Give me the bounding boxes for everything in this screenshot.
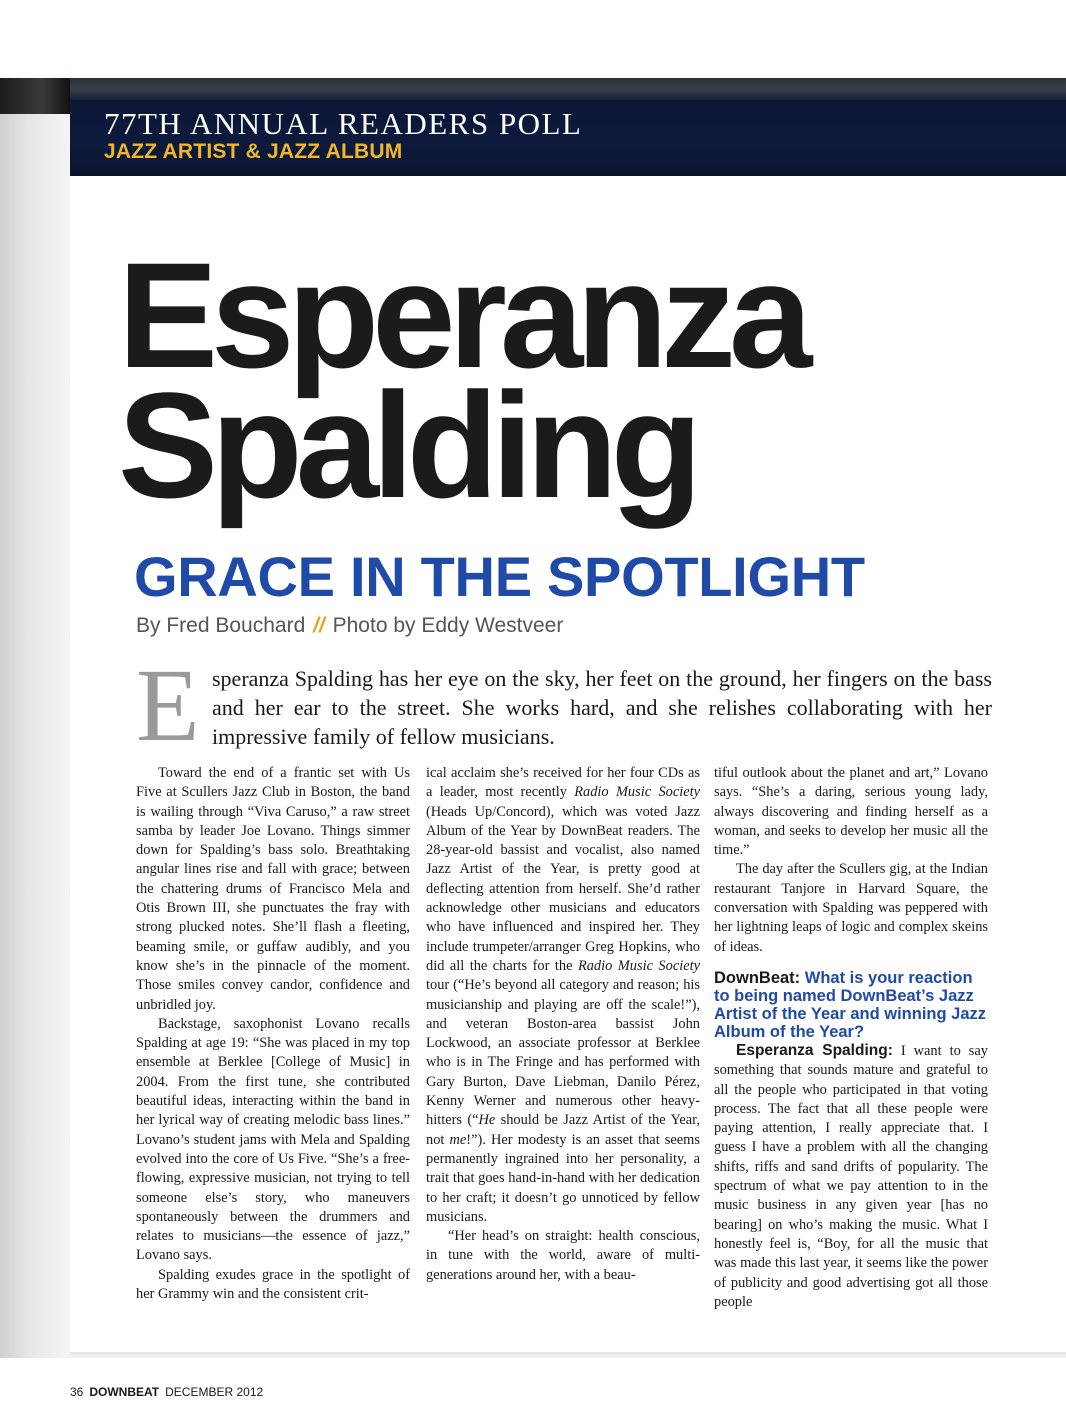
body-column-1 — [136, 764, 410, 1304]
page-number: 36 — [70, 1385, 84, 1399]
page-stack-edge-top — [0, 78, 70, 114]
page-bottom-shadow — [70, 1352, 1066, 1358]
page-stack-edge — [0, 78, 70, 1358]
section-subkicker: JAZZ ARTIST & JAZZ ALBUM — [104, 140, 403, 163]
body-paragraph: Spalding exudes grace in the spotlight of her Grammy win and the consistent crit- — [136, 1266, 410, 1303]
drop-cap: E — [136, 648, 200, 763]
byline-separator: // — [313, 614, 325, 637]
body-paragraph: The day after the Scullers gig, at the Indian restaurant Tanjore in Harvard Square, the conversation with Spalding was peppered with her lightning leaps of logic and complex skeins of ideas. — [714, 861, 988, 955]
text-run: should be Jazz Artist of the Year, not — [426, 1112, 700, 1148]
album-title: Radio Music Society — [574, 784, 700, 801]
interview-answer — [714, 1041, 988, 1312]
byline-author: By Fred Bouchard — [136, 614, 306, 637]
byline-photo-credit: Photo by Eddy Westveer — [332, 614, 564, 637]
body-column-3 — [714, 764, 988, 1312]
section-banner-top-strip — [70, 78, 1066, 100]
body-paragraph: tiful outlook about the planet and art,” Lovano says. “She’s a daring, serious young lady, always discovering and finding herself as a woman, and seeks to develop her music all the time.” — [714, 765, 988, 859]
interview-question — [714, 969, 988, 1041]
text-run: ical acclaim she’s received for her four CDs as a leader, most recently — [426, 765, 700, 801]
body-column-2 — [426, 764, 700, 1285]
emphasis: He — [478, 1112, 496, 1129]
article-deck: GRACE IN THE SPOTLIGHT — [134, 545, 865, 608]
text-run: tour (“He’s beyond all category and reason; his musicianship and playing are off the scale!”), and veteran Boston-area bassist John Lockwood, an associate professor at Berklee who is in The Fringe and has performed with Gary Burton, Dave Liebman, Danilo Pérez, Kenny Werner and numerous other heavy-hitters (“ — [426, 977, 700, 1129]
headline-line-1: Esperanza — [118, 231, 806, 399]
answer-text: I want to say something that sounds mature and grateful to all the people who participated in that voting process. The fact that all these people were paying attention, I really appreciate that. I guess I have a problem with all the changing shifts, riffs and sand drifts of popularity. The spectrum of what we pay attention to in the music business in any given year [has no bearing] on who’s making the music. What I honestly feel is, “Boy, for all the music that was made this last year, it seems like the power of publicity and good advertising got all those people — [714, 1042, 988, 1310]
answer-speaker: Esperanza Spalding: — [736, 1041, 893, 1059]
body-paragraph: Backstage, saxophonist Lovano recalls Spalding at age 19: “She was placed in my top ensemble at Berklee [College of Music] in 2004. From the first tune, she contributed beautiful ideas, interacting within the band in her lyrical way of creating melodic bass lines.” Lovano’s student jams with Mela and Spalding evolved into the core of Us Five. “She’s a free-flowing, expressive musician, not trying to tell someone else’s story, who maneuvers spontaneously between the drummers and relates to musicians—the essence of jazz,” Lovano says. — [136, 1015, 410, 1264]
body-paragraph: “Her head’s on straight: health conscious, in tune with the world, aware of multi-generations around her, with a beau- — [426, 1228, 700, 1283]
text-run: (Heads Up/Concord), which was voted Jazz Album of the Year by DownBeat readers. The 28-year-old bassist and vocalist, also named Jazz Artist of the Year, is pretty good at deflecting attention from herself. She’d rather acknowledge other musicians and educators who have influenced and inspired her. They include trumpeter/arranger Greg Hopkins, who did all the charts for the — [426, 803, 700, 974]
body-paragraph: Toward the end of a frantic set with Us Five at Scullers Jazz Club in Boston, the band is wailing through “Viva Caruso,” a raw street samba by leader Joe Lovano. Things simmer down for Spalding’s bass solo. Breathtaking angular lines rise and fall with grace; between the chattering drums of Francisco Mela and Otis Brown III, she punctuates the fray with strong plucked notes. She’ll flash a fleeting, beaming smile, or guffaw audibly, and you know she’s in the pinnacle of the moment. Those smiles convey candor, confidence and unbridled joy. — [136, 765, 410, 1013]
article-byline — [136, 614, 563, 638]
body-paragraph — [426, 764, 700, 1227]
tour-title: Radio Music Society — [577, 957, 700, 974]
page-footer — [70, 1385, 263, 1399]
headline-line-2: Spalding — [118, 361, 696, 529]
question-text: What is your reaction to being named DownBeat’s Jazz Artist of the Year and winning Jazz Album of the Year? — [714, 968, 986, 1041]
issue-date: DECEMBER 2012 — [165, 1385, 264, 1399]
article-headline — [118, 231, 806, 529]
question-speaker: DownBeat: — [714, 968, 801, 987]
magazine-name: DOWNBEAT — [89, 1385, 160, 1399]
intro-text: speranza Spalding has her eye on the sky, her feet on the ground, her fingers on the bass and her ear to the street. She works hard, and she relishes collaborating with her impressive family of fellow musicians. — [212, 666, 992, 749]
section-kicker: 77TH ANNUAL READERS POLL — [104, 106, 583, 141]
emphasis: me — [449, 1131, 467, 1148]
text-run: !”). Her modesty is an asset that seems permanently ingrained into her personality, a trait that goes hand-in-hand with her dedication to her craft; it doesn’t go unnoticed by fellow musicians. — [426, 1131, 700, 1225]
